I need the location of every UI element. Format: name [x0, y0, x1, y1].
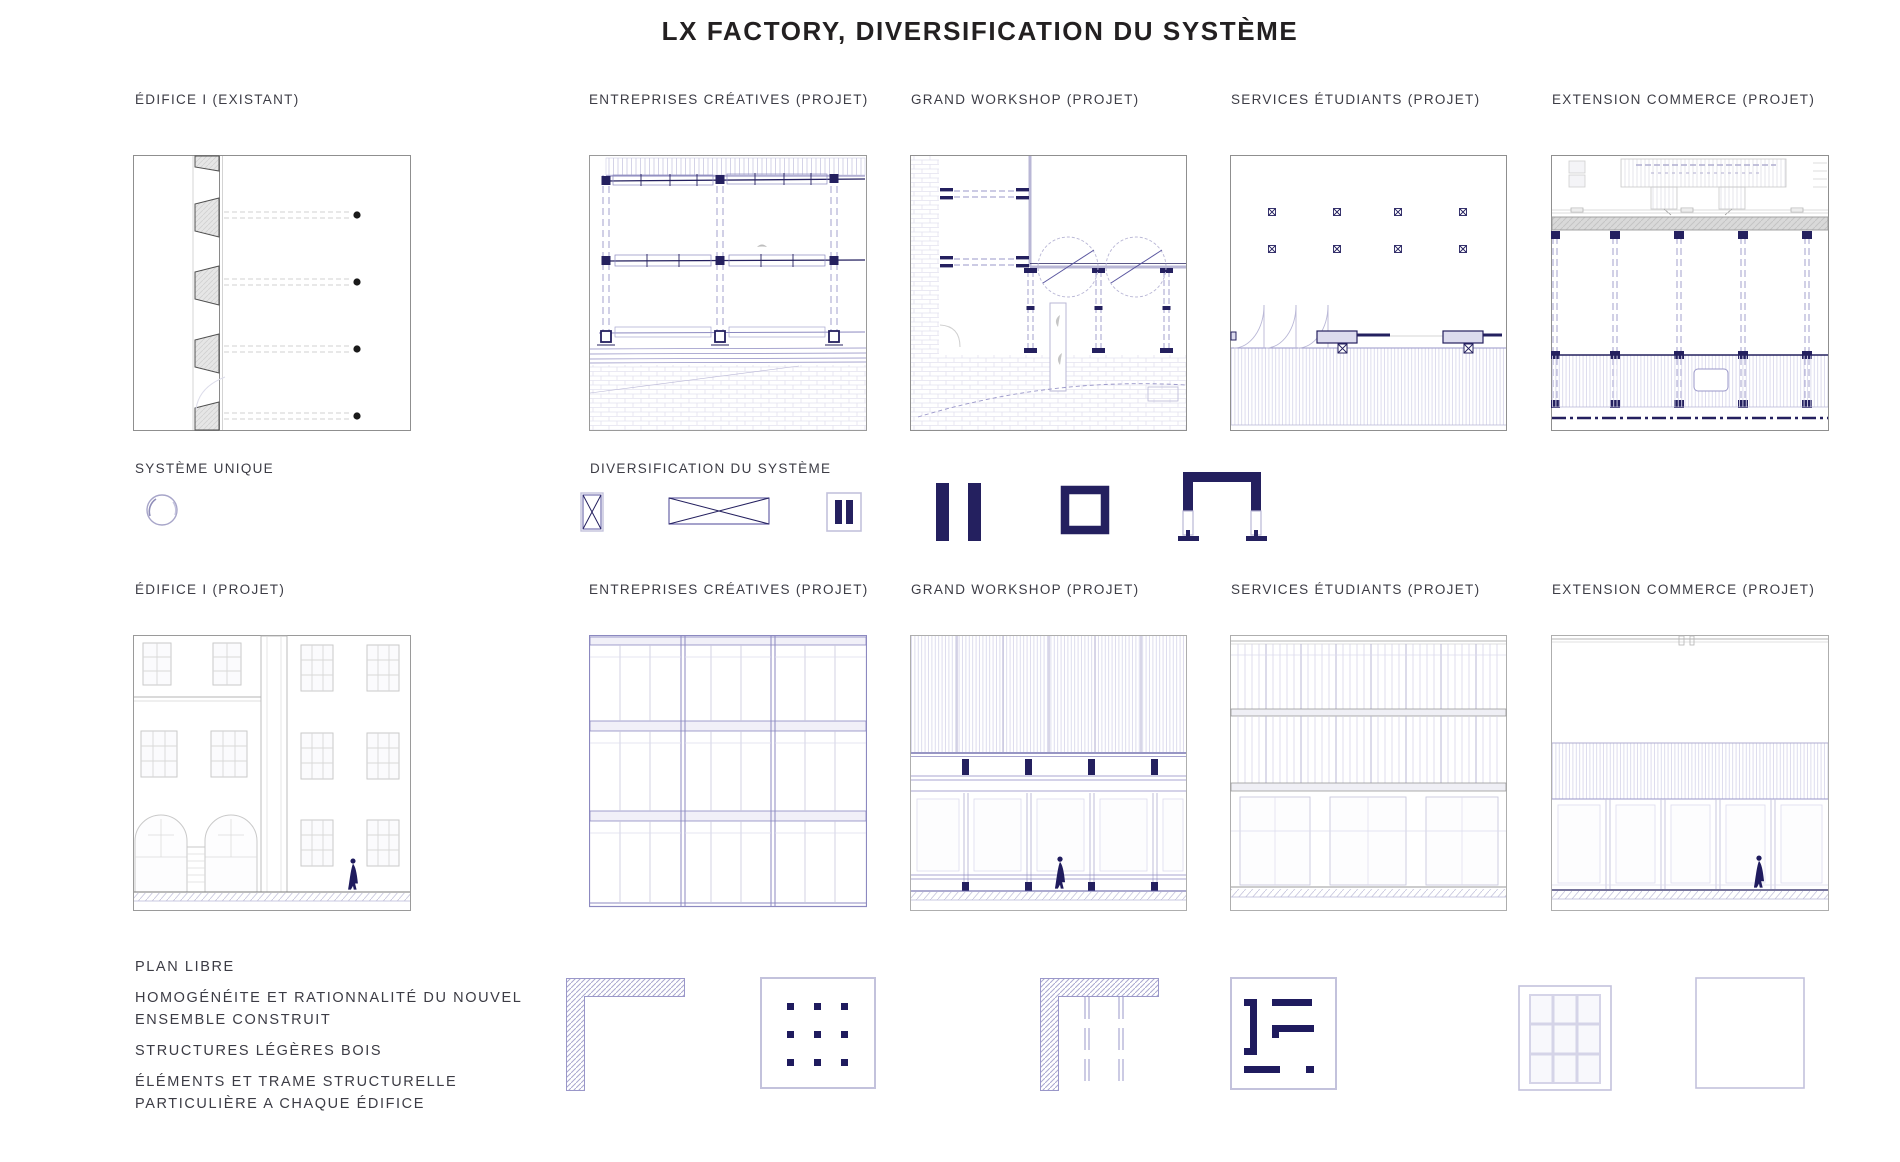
drawing-elevation-grand-workshop: [910, 635, 1187, 911]
drawing-plan-entreprises: [589, 155, 867, 431]
label-diversification: DIVERSIFICATION DU SYSTÈME: [590, 461, 832, 476]
drawing-plan-edifice-existant: [133, 155, 411, 431]
x-braced-beam-icon: [668, 495, 770, 527]
note-structures: STRUCTURES LÉGÈRES BOIS: [135, 1043, 383, 1059]
drawing-elevation-services: [1230, 635, 1507, 911]
portal-frame-icon: [1178, 465, 1268, 547]
bearing-walls-plan-icon: [1230, 977, 1337, 1090]
row2-label-services-etudiants: SERVICES ÉTUDIANTS (PROJET): [1231, 582, 1481, 597]
twin-posts-icon: [936, 483, 982, 541]
circle-sketch-icon: [140, 488, 184, 532]
note-elements: ÉLÉMENTS ET TRAME STRUCTURELLE PARTICULIÈRE A CHAQUE ÉDIFICE: [135, 1074, 458, 1112]
row2-label-entreprises: ENTREPRISES CRÉATIVES (PROJET): [589, 582, 869, 597]
row1-label-services-etudiants: SERVICES ÉTUDIANTS (PROJET): [1231, 92, 1481, 107]
square-tube-icon: [1060, 485, 1110, 535]
row2-label-edifice-projet: ÉDIFICE I (PROJET): [135, 582, 286, 597]
row1-label-entreprises: ENTREPRISES CRÉATIVES (PROJET): [589, 92, 869, 107]
row2-label-extension-commerce: EXTENSION COMMERCE (PROJET): [1552, 582, 1816, 597]
drawing-plan-services: [1230, 155, 1507, 431]
page-title: LX FACTORY, DIVERSIFICATION DU SYSTÈME: [661, 16, 1299, 46]
row1-label-extension-commerce: EXTENSION COMMERCE (PROJET): [1552, 92, 1816, 107]
x-braced-column-icon: [580, 492, 604, 532]
drawing-plan-grand-workshop: [910, 155, 1187, 431]
note-plan-libre: PLAN LIBRE: [135, 959, 235, 975]
window-elevation-icon: [1518, 985, 1612, 1091]
legend-notes: [135, 956, 535, 1124]
drawing-elevation-entreprises: [589, 635, 867, 911]
column-grid-plan-icon: [760, 977, 876, 1089]
ladder-pier: [187, 847, 205, 892]
open-facade-elevation-icon: [1695, 977, 1805, 1089]
drawing-elevation-edifice-projet: [133, 635, 411, 911]
drawing-elevation-extension: [1551, 635, 1829, 911]
corner-wall-partitions-plan-icon: [1040, 978, 1160, 1091]
label-systeme-unique: SYSTÈME UNIQUE: [135, 461, 274, 476]
corner-wall-plan-icon: [566, 978, 686, 1091]
drawing-plan-extension: [1551, 155, 1829, 431]
note-homogeneite: HOMOGÉNÉITE ET RATIONNALITÉ DU NOUVEL ENSEMBLE CONSTRUIT: [135, 990, 522, 1028]
row1-label-edifice-existant: ÉDIFICE I (EXISTANT): [135, 92, 300, 107]
row2-label-grand-workshop: GRAND WORKSHOP (PROJET): [911, 582, 1140, 597]
boxed-twin-posts-icon: [826, 492, 862, 532]
row1-label-grand-workshop: GRAND WORKSHOP (PROJET): [911, 92, 1140, 107]
